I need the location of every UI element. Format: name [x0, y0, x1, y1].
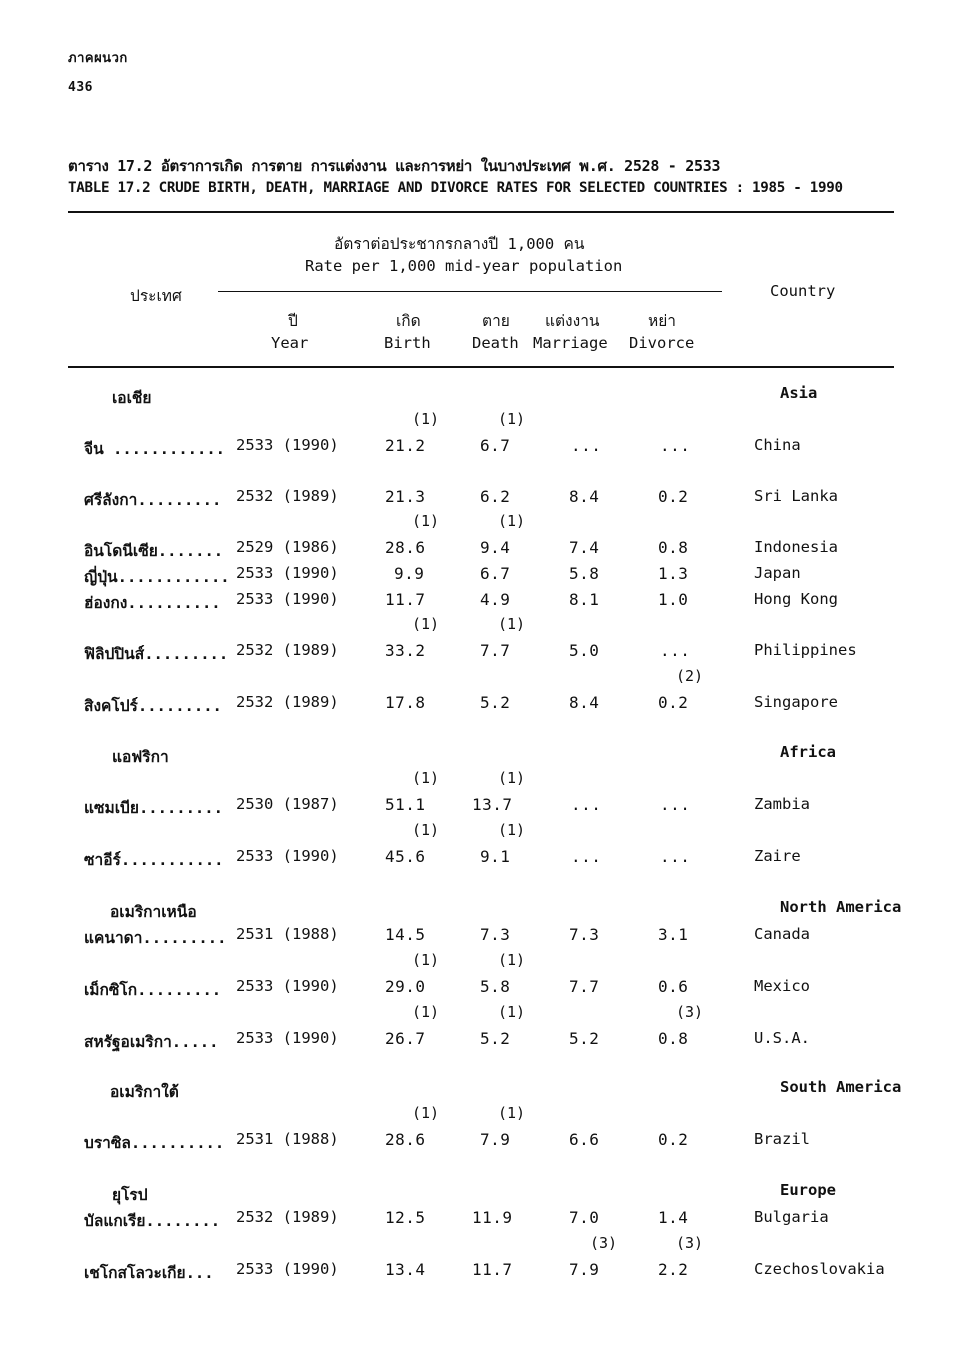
death-header-english: Death [472, 334, 519, 352]
rate-header-english: Rate per 1,000 mid-year population [305, 257, 623, 275]
death-rate-cell: 4.9 [480, 590, 511, 609]
year-cell: 2533 (1990) [236, 436, 339, 454]
region-heading-thai: อเมริกาใต้ [110, 1083, 179, 1101]
death-rate-cell: 5.2 [480, 693, 511, 712]
year-cell: 2532 (1989) [236, 1208, 339, 1226]
year-cell: 2530 (1987) [236, 795, 339, 813]
marriage-header-english: Marriage [533, 334, 608, 352]
region-heading-thai: เอเชีย [112, 389, 152, 407]
country-name-thai: บราซิล.......... [84, 1134, 225, 1152]
footnote-marker: (3) [676, 1003, 704, 1021]
death-rate-cell: 9.1 [480, 847, 511, 866]
footnote-marker: (1) [498, 615, 526, 633]
divorce-rate-cell: ... [660, 641, 691, 660]
country-name-english: Mexico [754, 977, 810, 995]
country-name-english: Zaire [754, 847, 801, 865]
year-cell: 2531 (1988) [236, 1130, 339, 1148]
country-name-thai: ฮ่องกง.......... [84, 594, 221, 612]
birth-rate-cell: 51.1 [385, 795, 426, 814]
divorce-header-thai: หย่า [648, 312, 677, 330]
marriage-rate-cell: 5.8 [569, 564, 600, 583]
country-header-english: Country [770, 282, 836, 300]
marriage-rate-cell: 8.4 [569, 487, 600, 506]
country-name-english: Singapore [754, 693, 838, 711]
year-cell: 2529 (1986) [236, 538, 339, 556]
top-rule [68, 211, 894, 213]
country-name-english: Czechoslovakia [754, 1260, 885, 1278]
birth-rate-cell: 13.4 [385, 1260, 426, 1279]
divorce-rate-cell: 3.1 [658, 925, 689, 944]
death-rate-cell: 6.7 [480, 564, 511, 583]
country-name-english: China [754, 436, 801, 454]
death-rate-cell: 7.7 [480, 641, 511, 660]
death-rate-cell: 13.7 [472, 795, 513, 814]
country-name-thai: บัลแกเรีย........ [84, 1212, 221, 1230]
divorce-rate-cell: 2.2 [658, 1260, 689, 1279]
divorce-rate-cell: 0.2 [658, 693, 689, 712]
birth-rate-cell: 21.3 [385, 487, 426, 506]
rate-header-thai: อัตราต่อประชากรกลางปี 1,000 คน [334, 235, 585, 253]
country-name-thai: แคนาดา......... [84, 929, 227, 947]
marriage-rate-cell: 7.0 [569, 1208, 600, 1227]
country-name-thai: จีน ............ [84, 440, 225, 458]
header-divider [218, 291, 722, 292]
table-title-thai: ตาราง 17.2 อัตราการเกิด การตาย การแต่งงาน และการหย่า ในบางประเทศ พ.ศ. 2528 - 2533 [68, 157, 721, 175]
marriage-header-thai: แต่งงาน [545, 312, 600, 330]
country-name-english: Japan [754, 564, 801, 582]
marriage-rate-cell: 8.4 [569, 693, 600, 712]
marriage-rate-cell: ... [571, 795, 602, 814]
divorce-rate-cell: 1.0 [658, 590, 689, 609]
region-heading-english: South America [780, 1078, 902, 1096]
marriage-rate-cell: 7.3 [569, 925, 600, 944]
country-name-english: Canada [754, 925, 810, 943]
divorce-rate-cell: 0.2 [658, 1130, 689, 1149]
year-cell: 2532 (1989) [236, 693, 339, 711]
footnote-marker: (1) [498, 410, 526, 428]
footnote-marker: (1) [412, 410, 440, 428]
marriage-rate-cell: ... [571, 436, 602, 455]
death-rate-cell: 5.8 [480, 977, 511, 996]
region-heading-english: North America [780, 898, 902, 916]
country-name-english: Bulgaria [754, 1208, 829, 1226]
divorce-rate-cell: 0.8 [658, 538, 689, 557]
footnote-marker: (1) [498, 1104, 526, 1122]
footnote-marker: (1) [498, 512, 526, 530]
year-cell: 2533 (1990) [236, 1260, 339, 1278]
footnote-marker: (1) [412, 512, 440, 530]
divorce-rate-cell: ... [660, 436, 691, 455]
country-name-thai: ญี่ปุ่น............ [84, 568, 230, 586]
death-rate-cell: 7.3 [480, 925, 511, 944]
country-name-thai: ศรีลังกา......... [84, 491, 222, 509]
country-name-english: Philippines [754, 641, 857, 659]
death-rate-cell: 6.7 [480, 436, 511, 455]
table-title-english: TABLE 17.2 CRUDE BIRTH, DEATH, MARRIAGE AND DIVORCE RATES FOR SELECTED COUNTRIES : 1985 - 1990 [68, 180, 843, 196]
country-name-thai: เชโกสโลวะเกีย... [84, 1264, 214, 1282]
footnote-marker: (1) [498, 951, 526, 969]
year-cell: 2533 (1990) [236, 564, 339, 582]
year-cell: 2533 (1990) [236, 1029, 339, 1047]
country-name-thai: ซาอีร์........... [84, 851, 224, 869]
death-rate-cell: 11.7 [472, 1260, 513, 1279]
footnote-marker: (1) [412, 769, 440, 787]
country-name-thai: สิงคโปร์......... [84, 697, 222, 715]
footnote-marker: (1) [498, 1003, 526, 1021]
birth-rate-cell: 28.6 [385, 1130, 426, 1149]
divorce-rate-cell: 0.2 [658, 487, 689, 506]
birth-header-english: Birth [384, 334, 431, 352]
birth-rate-cell: 28.6 [385, 538, 426, 557]
country-name-english: Hong Kong [754, 590, 838, 608]
birth-header-thai: เกิด [396, 312, 421, 330]
footnote-marker: (3) [676, 1234, 704, 1252]
divorce-rate-cell: ... [660, 795, 691, 814]
birth-rate-cell: 14.5 [385, 925, 426, 944]
region-heading-thai: อเมริกาเหนือ [110, 903, 197, 921]
marriage-rate-cell: 7.7 [569, 977, 600, 996]
country-name-thai: สหรัฐอเมริกา..... [84, 1033, 219, 1051]
region-heading-english: Europe [780, 1181, 836, 1199]
birth-rate-cell: 12.5 [385, 1208, 426, 1227]
birth-rate-cell: 45.6 [385, 847, 426, 866]
region-heading-thai: ยุโรป [112, 1186, 148, 1204]
year-cell: 2532 (1989) [236, 641, 339, 659]
marriage-rate-cell: 7.9 [569, 1260, 600, 1279]
divorce-header-english: Divorce [629, 334, 695, 352]
year-cell: 2531 (1988) [236, 925, 339, 943]
region-heading-thai: แอฟริกา [112, 748, 169, 766]
marriage-rate-cell: 7.4 [569, 538, 600, 557]
country-name-thai: ฟิลิปปินส์......... [84, 645, 229, 663]
birth-rate-cell: 9.9 [394, 564, 425, 583]
country-name-thai: เม็กซิโก......... [84, 981, 222, 999]
birth-rate-cell: 21.2 [385, 436, 426, 455]
country-name-thai: อินโดนีเซีย....... [84, 542, 224, 560]
marriage-rate-cell: 5.2 [569, 1029, 600, 1048]
birth-rate-cell: 11.7 [385, 590, 426, 609]
divorce-rate-cell: 1.3 [658, 564, 689, 583]
footnote-marker: (1) [498, 821, 526, 839]
year-header-english: Year [271, 334, 309, 352]
footnote-marker: (3) [590, 1234, 618, 1252]
footnote-marker: (2) [676, 667, 704, 685]
region-heading-english: Africa [780, 743, 836, 761]
divorce-rate-cell: 1.4 [658, 1208, 689, 1227]
marriage-rate-cell: 8.1 [569, 590, 600, 609]
birth-rate-cell: 33.2 [385, 641, 426, 660]
page-number: 436 [68, 80, 93, 95]
header-bottom-rule [68, 366, 894, 368]
country-header-thai: ประเทศ [130, 287, 182, 305]
divorce-rate-cell: 0.6 [658, 977, 689, 996]
country-name-english: Zambia [754, 795, 810, 813]
footnote-marker: (1) [412, 951, 440, 969]
death-rate-cell: 9.4 [480, 538, 511, 557]
country-name-english: U.S.A. [754, 1029, 810, 1047]
year-cell: 2533 (1990) [236, 847, 339, 865]
birth-rate-cell: 29.0 [385, 977, 426, 996]
death-rate-cell: 7.9 [480, 1130, 511, 1149]
year-cell: 2532 (1989) [236, 487, 339, 505]
death-header-thai: ตาย [482, 312, 510, 330]
divorce-rate-cell: ... [660, 847, 691, 866]
footnote-marker: (1) [412, 1003, 440, 1021]
country-name-english: Indonesia [754, 538, 838, 556]
marriage-rate-cell: ... [571, 847, 602, 866]
page-section: ภาคผนวก [68, 51, 128, 66]
footnote-marker: (1) [412, 821, 440, 839]
marriage-rate-cell: 6.6 [569, 1130, 600, 1149]
country-name-thai: แซมเบีย......... [84, 799, 223, 817]
footnote-marker: (1) [498, 769, 526, 787]
country-name-english: Sri Lanka [754, 487, 838, 505]
year-cell: 2533 (1990) [236, 977, 339, 995]
birth-rate-cell: 17.8 [385, 693, 426, 712]
year-header-thai: ปี [288, 312, 298, 330]
death-rate-cell: 11.9 [472, 1208, 513, 1227]
footnote-marker: (1) [412, 1104, 440, 1122]
death-rate-cell: 6.2 [480, 487, 511, 506]
country-name-english: Brazil [754, 1130, 810, 1148]
death-rate-cell: 5.2 [480, 1029, 511, 1048]
region-heading-english: Asia [780, 384, 818, 402]
divorce-rate-cell: 0.8 [658, 1029, 689, 1048]
marriage-rate-cell: 5.0 [569, 641, 600, 660]
footnote-marker: (1) [412, 615, 440, 633]
birth-rate-cell: 26.7 [385, 1029, 426, 1048]
year-cell: 2533 (1990) [236, 590, 339, 608]
